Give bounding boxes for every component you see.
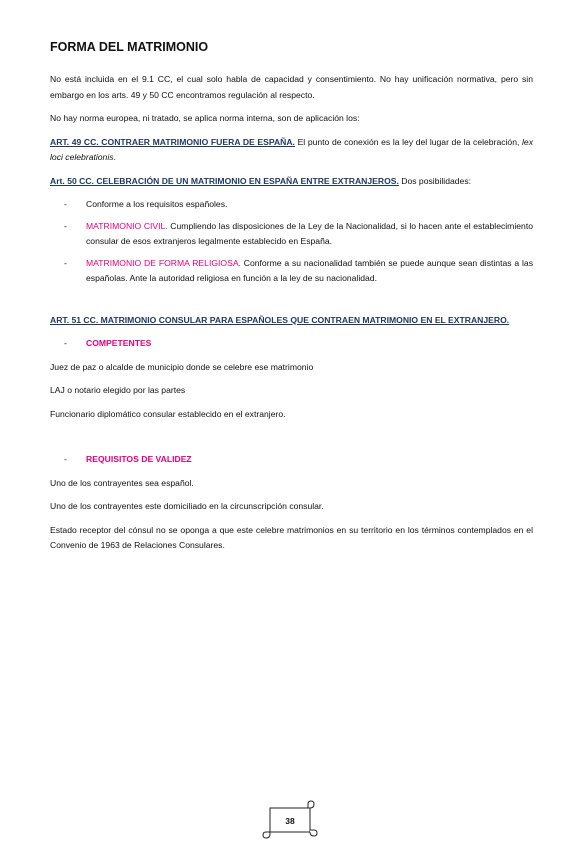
page-title: FORMA DEL MATRIMONIO xyxy=(50,40,209,54)
requisitos-list xyxy=(50,452,533,468)
intro-paragraph-2: No hay norma europea, ni tratado, se aplica norma interna, son de aplicación los: xyxy=(50,113,360,123)
dash-bullet: - xyxy=(64,257,67,268)
list-item xyxy=(50,452,533,468)
document-page xyxy=(50,40,533,562)
competentes-line: LAJ o notario elegido por las partes xyxy=(50,385,186,395)
art49-italic: lex loci celebrationis xyxy=(50,136,533,162)
page-footer xyxy=(260,800,320,840)
art50-heading: Art. 50 CC. CELEBRACIÓN DE UN MATRIMONIO EN ESPAÑA ENTRE EXTRANJEROS. xyxy=(50,175,399,186)
competentes-line: Funcionario diplomático consular establecido en el extranjero. xyxy=(50,408,286,419)
art49-text: El punto de conexión es la ley del lugar de la celebración, xyxy=(294,136,522,147)
intro-paragraph-1: No está incluida en el 9.1 CC, el cual solo habla de capacidad y consentimiento. No hay unificación normativa, pero sin embargo en los arts. 49 y 50 CC encontramos regulación al respecto. xyxy=(50,74,533,100)
art50-list xyxy=(50,197,533,287)
list-item-text: Conforme a su nacionalidad también se puede aunque sean distintas a las españolas. Ante la autoridad religiosa en función a la ley de su nacionalidad. xyxy=(86,257,533,283)
dash-bullet: - xyxy=(64,220,67,231)
requisitos-line: Estado receptor del cónsul no se oponga a que este celebre matrimonios en su territorio en los términos contemplados en el Convenio de 1963 de Relaciones Consulares. xyxy=(50,524,533,550)
art51-heading: ART. 51 CC. MATRIMONIO CONSULAR PARA ESPAÑOLES QUE CONTRAEN MATRIMONIO EN EL EXTRANJERO. xyxy=(50,314,510,325)
requisitos-line: Uno de los contrayentes sea español. xyxy=(50,477,194,488)
art49-paragraph xyxy=(50,135,533,166)
art50-paragraph xyxy=(50,174,533,190)
dash-bullet: - xyxy=(64,338,67,348)
requisitos-line: Uno de los contrayentes este domiciliado en la circunscripción consular. xyxy=(50,501,324,511)
list-item-label: MATRIMONIO DE FORMA RELIGIOSA. xyxy=(86,257,241,268)
dash-bullet: - xyxy=(64,454,67,464)
art50-text: Dos posibilidades: xyxy=(398,175,472,186)
list-item xyxy=(50,219,533,250)
list-item xyxy=(50,256,533,287)
art49-heading: ART. 49 CC. CONTRAER MATRIMONIO FUERA DE ESPAÑA. xyxy=(50,136,295,147)
art51-paragraph xyxy=(50,313,533,329)
competentes-list xyxy=(50,336,533,352)
list-item-label: MATRIMONIO CIVIL. xyxy=(86,220,168,231)
competentes-line: Juez de paz o alcalde de municipio donde se celebre ese matrimonio xyxy=(50,361,314,372)
requisitos-label: REQUISITOS DE VALIDEZ xyxy=(86,454,192,464)
list-item xyxy=(50,336,533,352)
dash-bullet: - xyxy=(64,199,67,209)
page-number: 38 xyxy=(285,816,295,826)
competentes-label: COMPETENTES xyxy=(86,338,152,348)
list-item-text: Conforme a los requisitos españoles. xyxy=(86,199,228,209)
art49-end: . xyxy=(113,152,116,162)
list-item xyxy=(50,197,533,213)
list-item-text: Cumpliendo las disposiciones de la Ley de la Nacionalidad, si lo hacen ante el establecimiento consular de esos extranjeros legalmente establecido en España. xyxy=(86,220,533,246)
